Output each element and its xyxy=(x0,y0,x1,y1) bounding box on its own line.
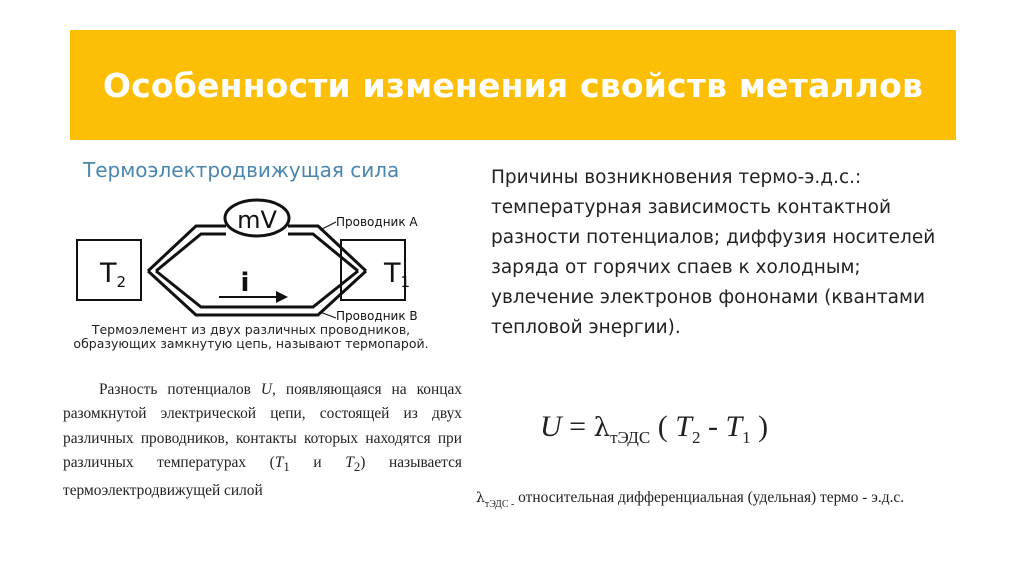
causes-line: разности потенциалов; диффузия носителей xyxy=(491,227,936,248)
causes-line: увлечение электронов фононами (квантами xyxy=(491,287,925,308)
left-junction-label: T2 xyxy=(100,258,127,291)
thermocouple-diagram xyxy=(64,184,454,360)
definition-paragraph: Разность потенциалов U, появляющаяся на концах разомкнутой электрической цепи, состоящей из двух различных проводников, контакты которых находятся при различных температурах ($T_1$ и $T_2$) называется термоэлектродвижущей силой xyxy=(63,381,463,500)
conductor-b-pointer xyxy=(320,312,336,318)
current-arrow-head xyxy=(276,291,288,303)
causes-text xyxy=(491,163,971,343)
causes-line: заряда от горячих спаев к холодным; xyxy=(491,257,861,278)
causes-line: тепловой энергии). xyxy=(491,317,681,338)
lambda-note: $\lambda_{тЭДС -}$ относительная дифференциальная (удельная) термо - э.д.с. xyxy=(476,489,905,510)
right-junction-label: T1 xyxy=(384,258,411,291)
subtitle: Термоэлектродвижущая сила xyxy=(83,158,400,182)
thermo-emf-formula: $U = \lambda_{тЭДС}$ ( $T_2 - T_1$ ) xyxy=(540,410,769,447)
title-banner xyxy=(70,30,956,140)
conductor-b-label: Проводник В xyxy=(336,309,418,323)
diagram-caption-line2: образующих замкнутую цепь, называют термопарой. xyxy=(73,336,429,351)
conductor-b-wire-inner xyxy=(156,271,358,307)
diagram-caption-line1: Термоэлемент из двух различных проводников, xyxy=(91,322,411,337)
slide-title: Особенности изменения свойств металлов xyxy=(102,65,924,105)
conductor-a-pointer xyxy=(320,222,336,230)
current-label: i xyxy=(240,268,250,298)
causes-line: температурная зависимость контактной xyxy=(491,197,891,218)
conductor-a-label: Проводник А xyxy=(336,215,418,229)
causes-line: Причины возникновения термо-э.д.с.: xyxy=(491,167,862,188)
meter-label: mV xyxy=(237,206,277,234)
